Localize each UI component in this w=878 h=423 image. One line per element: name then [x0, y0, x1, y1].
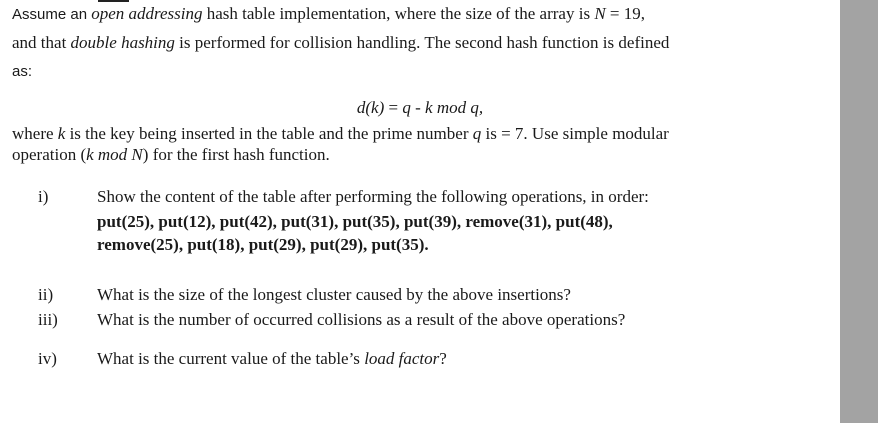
- question-4-number: iv): [38, 349, 57, 368]
- intro-line-2: and that double hashing is performed for collision handling. The second hash function is defined: [12, 33, 670, 52]
- question-2-text: What is the size of the longest cluster caused by the above insertions?: [97, 285, 571, 304]
- question-1-operations-1: put(25), put(12), put(42), put(31), put(35), put(39), remove(31), put(48),: [97, 212, 613, 231]
- question-2-number: ii): [38, 285, 54, 304]
- hash-formula: d(k) = q - k mod q,: [356, 98, 484, 117]
- intro-line-1: Assume an open addressing hash table implementation, where the size of the array is N = 19,: [12, 4, 645, 23]
- explain-line-2: operation (k mod N) for the first hash function.: [12, 145, 330, 164]
- question-1-text: Show the content of the table after performing the following operations, in order:: [97, 187, 649, 206]
- top-rule: [98, 0, 129, 2]
- question-4-text: What is the current value of the table’s load factor?: [97, 349, 447, 368]
- question-1-operations-2: remove(25), put(18), put(29), put(29), put(35).: [97, 235, 429, 254]
- explain-line-1: where k is the key being inserted in the table and the prime number q is = 7. Use simple modular: [12, 124, 669, 143]
- intro-line-3: as:: [12, 63, 33, 80]
- vertical-scrollbar[interactable]: [840, 0, 878, 423]
- question-3-number: iii): [38, 310, 58, 329]
- question-3-text: What is the number of occurred collisions as a result of the above operations?: [97, 310, 626, 329]
- question-1-number: i): [38, 187, 49, 206]
